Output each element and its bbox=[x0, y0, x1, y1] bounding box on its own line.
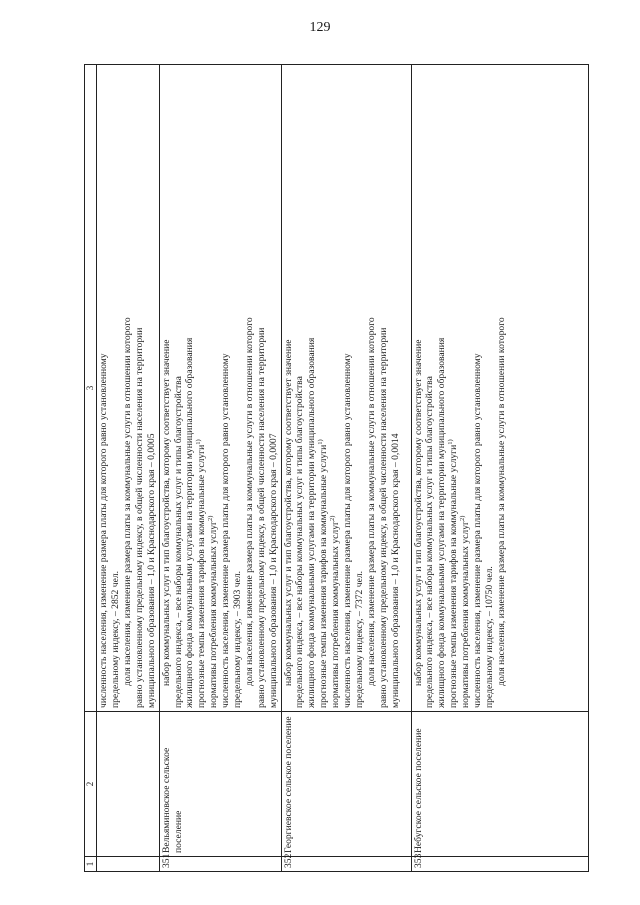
description-cell bbox=[281, 65, 411, 712]
description-line-text: равно установленному предельному индексу, в общей численности населения на территории bbox=[133, 327, 145, 708]
description-line-text: нормативы потребления коммунальных услуг bbox=[330, 521, 342, 708]
row-number bbox=[97, 857, 159, 872]
description-line bbox=[390, 68, 402, 708]
description-line-text: предельному индексу, – 2852 чел. bbox=[110, 570, 122, 708]
description-line-text: муниципального образования – 1,0 и Краснодарского края – 0,0014 bbox=[389, 433, 401, 708]
description-line-text: набор коммунальных услуг и тип благоустройства, которому соответствует значение bbox=[160, 339, 172, 686]
description-line bbox=[184, 68, 196, 708]
table-row bbox=[97, 65, 159, 872]
description-line bbox=[244, 68, 256, 708]
description-line-text: численность населения, изменение размера платы для которого равно установленному bbox=[220, 353, 232, 708]
description-cell bbox=[411, 65, 588, 712]
description-line bbox=[424, 68, 436, 708]
description-line-text: численность населения, изменение размера платы для которого равно установленному bbox=[341, 353, 353, 708]
description-line bbox=[256, 68, 268, 708]
description-line-text: набор коммунальных услуг и тип благоустройства, которому соответствует значение bbox=[282, 339, 294, 686]
description-line-text: численность населения, изменение размера платы для которого равно установленному bbox=[471, 353, 483, 708]
table-row bbox=[281, 65, 411, 872]
description-line-text: предельного индекса, – все наборы коммунальных услуг и типы благоустройства bbox=[424, 376, 436, 708]
description-line bbox=[436, 68, 448, 708]
description-line-text: доля населения, изменение размера платы за коммунальные услуги в отношении которого bbox=[495, 317, 507, 686]
description-line bbox=[268, 68, 280, 708]
description-line-text: прогнозные темпы изменения тарифов на коммунальные услуги bbox=[448, 444, 460, 708]
footnote-marker: 2) bbox=[328, 515, 336, 522]
description-line-text: численность населения, изменение размера платы для которого равно установленному bbox=[98, 353, 110, 708]
description-line-text: набор коммунальных услуг и тип благоустройства, которому соответствует значение bbox=[412, 339, 424, 686]
page-number: 129 bbox=[309, 20, 331, 35]
description-line-text: предельному индексу, – 10750 чел. bbox=[483, 566, 495, 708]
description-line bbox=[460, 68, 472, 708]
row-number: 351 bbox=[159, 857, 281, 872]
row-number: 353 bbox=[411, 857, 588, 872]
description-line bbox=[283, 68, 295, 708]
description-line-text: доля населения, изменение размера платы за коммунальные услуги в отношении которого bbox=[121, 317, 133, 686]
description-line bbox=[484, 68, 496, 708]
description-line-text: жилищного фонда коммунальными услугами на территории муниципального образования bbox=[306, 337, 318, 708]
description-line bbox=[413, 68, 425, 708]
footnote-marker: 2) bbox=[458, 515, 466, 522]
description-line bbox=[134, 68, 146, 708]
description-line-text: предельному индексу, – 7372 чел. bbox=[353, 570, 365, 708]
row-number: 352 bbox=[281, 857, 411, 872]
description-line bbox=[354, 68, 366, 708]
description-line bbox=[306, 68, 318, 708]
description-line-text: муниципального образования – 1,0 и Краснодарского края – 0,0005 bbox=[145, 433, 157, 708]
description-line bbox=[98, 68, 110, 708]
description-line-text: нормативы потребления коммунальных услуг bbox=[460, 521, 472, 708]
description-line bbox=[122, 68, 134, 708]
description-line bbox=[330, 68, 342, 708]
settlement-name: Георгиевское сельское поселение bbox=[281, 712, 411, 857]
description-line bbox=[232, 68, 244, 708]
description-line-text: равно установленному предельному индексу, в общей численности населения на территории bbox=[377, 327, 389, 708]
header-col-3: 3 bbox=[85, 65, 97, 712]
description-line bbox=[342, 68, 354, 708]
description-line-text: предельному индексу, – 3903 чел. bbox=[231, 570, 243, 708]
description-line bbox=[294, 68, 306, 708]
description-line-text: равно установленному предельному индексу, в общей численности населения на территории bbox=[255, 327, 267, 708]
description-line-text: нормативы потребления коммунальных услуг bbox=[208, 521, 220, 708]
header-col-2: 2 bbox=[85, 712, 97, 857]
description-line-text: доля населения, изменение размера платы за коммунальные услуги в отношении которого bbox=[243, 317, 255, 686]
table-row bbox=[411, 65, 588, 872]
settlement-name bbox=[97, 712, 159, 857]
description-cell bbox=[159, 65, 281, 712]
table-row bbox=[159, 65, 281, 872]
description-line bbox=[173, 68, 185, 708]
description-line-text: прогнозные темпы изменения тарифов на коммунальные услуги bbox=[318, 444, 330, 708]
description-line bbox=[196, 68, 208, 708]
description-line bbox=[472, 68, 484, 708]
rotated-table bbox=[84, 64, 589, 872]
description-line-text: жилищного фонда коммунальными услугами на территории муниципального образования bbox=[184, 337, 196, 708]
description-cell bbox=[97, 65, 159, 712]
description-line bbox=[448, 68, 460, 708]
description-line bbox=[318, 68, 330, 708]
description-line-text: прогнозные темпы изменения тарифов на коммунальные услуги bbox=[196, 444, 208, 708]
footnote-marker: 1) bbox=[195, 439, 203, 445]
description-line-text: муниципального образования – 1,0 и Краснодарского края – 0,0007 bbox=[267, 433, 279, 708]
description-line bbox=[146, 68, 158, 708]
description-line bbox=[161, 68, 173, 708]
footnote-marker: 1) bbox=[317, 439, 324, 445]
settlement-name: Небугское сельское поселение bbox=[411, 712, 588, 857]
tariff-table bbox=[84, 64, 589, 872]
description-line bbox=[220, 68, 232, 708]
rotated-table-container bbox=[84, 64, 589, 872]
description-line-text: предельного индекса, – все наборы коммунальных услуг и типы благоустройства bbox=[172, 376, 184, 708]
table-header-row bbox=[85, 65, 97, 872]
description-line bbox=[110, 68, 122, 708]
footnote-marker: 2) bbox=[206, 515, 214, 522]
description-line bbox=[378, 68, 390, 708]
description-line bbox=[208, 68, 220, 708]
header-col-1: 1 bbox=[85, 857, 97, 872]
settlement-name: Вельяминовское сельское поселение bbox=[159, 712, 281, 857]
description-line bbox=[496, 68, 508, 708]
description-line-text: предельного индекса, – все наборы коммунальных услуг и типы благоустройства bbox=[294, 376, 306, 708]
description-line bbox=[366, 68, 378, 708]
description-line-text: доля населения, изменение размера платы за коммунальные услуги в отношении которого bbox=[365, 317, 377, 686]
description-line-text: жилищного фонда коммунальными услугами на территории муниципального образования bbox=[436, 337, 448, 708]
footnote-marker: 1) bbox=[447, 439, 454, 445]
table-body bbox=[97, 65, 589, 872]
